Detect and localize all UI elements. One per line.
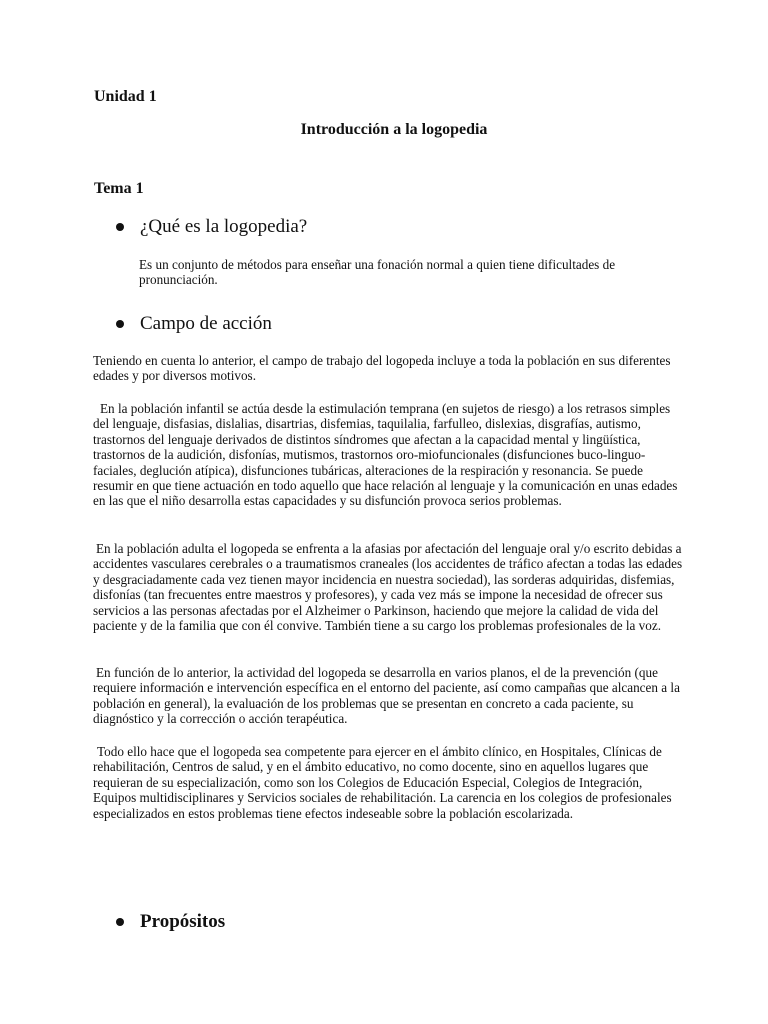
document-title: Introducción a la logopedia [300, 121, 488, 138]
body-paragraph: En función de lo anterior, la actividad del logopeda se desarrolla en varios planos, el de la prevención (que requiere información e intervención específica en el entorno del paciente, así como campañas que alcancen a la población en general), la evaluación de los problemas que se presentan en concreto a cada paciente, su diagnóstico y la corrección o acción terapéutica. [93, 665, 680, 727]
body-paragraph: En la población adulta el logopeda se enfrenta a la afasias por afectación del lenguaje oral y/o escrito debidas a accidentes vasculares cerebrales o a traumatismos craneales (los accidentes de tráfico afectan a todas las edades y desgraciadamente cada vez tienen mayor incidencia en nuestra sociedad), las sorderas adquiridas, disfemias, disfonías (tan frecuentes entre maestros y profesores), y cada vez más se impone la necesidad de ofrecer sus servicios a las personas afectadas por el Alzheimer o Parkinson, haciendo que mejore la calidad de vida del paciente y de la familia que con él convive. También tiene a su cargo los problemas profesionales de la voz. [93, 541, 683, 634]
unit-label: Unidad 1 [94, 88, 157, 105]
bullet-icon [116, 320, 124, 328]
section-purposes [116, 911, 225, 933]
section-scope [116, 313, 272, 335]
section-heading: Campo de acción [140, 313, 272, 334]
body-paragraph: Todo ello hace que el logopeda sea competente para ejercer en el ámbito clínico, en Hospitales, Clínicas de rehabilitación, Centros de salud, y en el ámbito educativo, no como docente, sino en aquellos lugares que requieran de su especialización, como son los Colegios de Educación Especial, Colegios de Integración, Equipos multidisciplinares y Servicios sociales de rehabilitación. La carencia en los colegios de profesionales especializados en estos problemas tiene efectos indeseable sobre la población escolarizada. [93, 744, 672, 821]
definition-paragraph: Es un conjunto de métodos para enseñar una fonación normal a quien tiene dificultades de pronunciación. [139, 257, 616, 288]
bullet-icon [116, 918, 124, 926]
bullet-icon [116, 223, 124, 231]
body-paragraph: Teniendo en cuenta lo anterior, el campo de trabajo del logopeda incluye a toda la población en sus diferentes edades y por diversos motivos. [93, 353, 671, 384]
body-paragraph: En la población infantil se actúa desde la estimulación temprana (en sujetos de riesgo) a los retrasos simples del lenguaje, disfasias, dislalias, disartrias, disfemias, taquilalia, farfulleo, dislexias, disgrafías, autismo, trastornos del lenguaje derivados de distintos síndromes que afectan a la capacidad mental y lingüística, trastornos de la audición, disfonías, mutismos, trastornos oro-miofuncionales (disfunciones buco-linguo-faciales, deglución atípica), disfunciones tubáricas, alteraciones de la respiración y resonancia. Se puede resumir en que tiene actuación en todo aquello que hace relación al lenguaje y la comunicación en unas edades en las que el niño desarrolla estas capacidades y su disfunción provoca serios problemas. [93, 401, 678, 509]
section-heading: Propósitos [140, 911, 226, 932]
topic-label: Tema 1 [94, 180, 144, 197]
section-heading: ¿Qué es la logopedia? [140, 216, 308, 237]
section-what-is [116, 216, 307, 238]
